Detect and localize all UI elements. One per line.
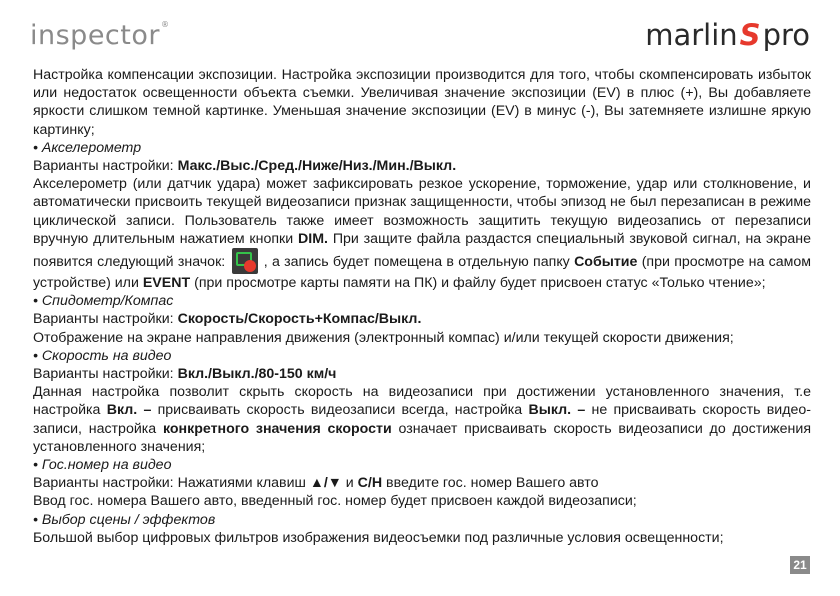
options-label: Варианты настройки:: [33, 158, 178, 175]
ch-key-label: С/Н: [357, 475, 383, 492]
inspector-logo-text: inspector: [30, 20, 160, 51]
speedometer-values: Скорость/Скорость+Компас/Выкл.: [177, 311, 422, 328]
speedometer-description: Отображение на экране направления движения (электронный компас) и/или текущей скорости движения;: [33, 329, 734, 346]
speed-on-video-options: [33, 365, 811, 383]
speed-specific-label: конкретного значения скорости: [162, 420, 392, 437]
plate-description: Ввод гос. номера Вашего авто, введенный гос. номер будет присвоен каждой видеозаписи;: [33, 493, 637, 510]
accel-text-4: (при просмотре на самом устройстве) или: [33, 254, 812, 292]
speed-text-3: не присваивать скорость видеозаписи, настройка: [33, 402, 811, 437]
plate-text-and: и: [341, 475, 358, 492]
logo-s-mark: S: [739, 18, 761, 52]
inspector-logo: [30, 20, 169, 51]
accelerometer-heading: • Акселерометр: [33, 139, 142, 156]
speed-on-label: Вкл. –: [106, 402, 152, 419]
plate-options: [33, 474, 811, 492]
speedometer-heading: • Спидометр/Компас: [33, 293, 174, 310]
accelerometer-description: [33, 175, 811, 292]
page-number: 21: [790, 556, 810, 574]
accel-text-3: , а запись будет помещена в отдельную папку: [259, 254, 575, 271]
accel-text-5: (при просмотре карты памяти на ПК) и файлу будет присвоен статус «Только чтение»;: [190, 275, 766, 292]
protected-file-icon: [232, 248, 258, 274]
speedometer-options: [33, 310, 811, 328]
event-folder-ru: Событие: [574, 254, 638, 271]
plate-text-1: Варианты настройки: Нажатиями клавиш: [33, 475, 310, 492]
accel-text-2: При защите файла раздастся специальный звуковой сигнал, на экране появится следующий значок:: [33, 230, 811, 271]
speed-on-video-heading: • Скорость на видео: [33, 347, 172, 364]
manual-text: [33, 66, 811, 547]
accel-text-1: Акселерометр (или датчик удара) может зафиксировать резкое ускорение, торможение, удар или столкновение, и автоматически присвоить текущей видеозаписи признак защищенности, чтобы эпизод не был перезаписан в режиме циклической записи. Пользователь также имеет возможность защитить текущую видеозапись от перезаписи вручную длительным нажатием кнопки: [33, 176, 811, 247]
plate-heading: • Гос.номер на видео: [33, 457, 172, 474]
speed-on-video-description: [33, 383, 811, 456]
accelerometer-values: Макс./Выс./Сред./Ниже/Низ./Мин./Выкл.: [177, 158, 457, 175]
exposure-paragraph: Настройка компенсации экспозиции. Настройка экспозиции производится для того, чтобы скомпенсировать избыток или недостаток освещенности объекта съемки. Увеличивая значение экспозиции (EV) в плюс (+), Вы добавляете яркости слишком темной картинке. Уменьшая значение экспозиции (EV) в минус (-), Вы затемняете излишне яркую картинку;: [33, 67, 811, 138]
scene-description: Большой выбор цифровых фильтров изображения видеосъемки под различные условия освещенности;: [33, 529, 724, 546]
arrow-keys-label: ▲/▼: [309, 475, 342, 492]
scene-heading: • Выбор сцены / эффектов: [33, 511, 216, 528]
speed-on-video-values: Вкл./Выкл./80-150 км/ч: [177, 366, 337, 383]
marlin-pro-logo: [645, 18, 810, 52]
page-header: [0, 0, 840, 62]
speed-text-1: Данная настройка позволит скрыть скорость на видеозаписи при достижении установленного значения, т.е настройка: [33, 384, 811, 419]
options-label: Варианты настройки:: [33, 311, 178, 328]
logo-part-marlin: marlin: [645, 18, 738, 52]
speed-off-label: Выкл. –: [528, 402, 586, 419]
registered-mark: ®: [160, 20, 170, 29]
speed-text-4: означает присваивать скорость видеозаписи до достижения установленного значения;: [33, 420, 812, 455]
speed-text-2: присваивать скорость видеозаписи всегда, настройка: [151, 402, 529, 419]
dim-button-label: DIM.: [298, 230, 328, 247]
accelerometer-options: [33, 157, 811, 175]
event-folder-en: EVENT: [142, 275, 191, 292]
options-label: Варианты настройки:: [33, 366, 178, 383]
plate-text-2: введите гос. номер Вашего авто: [382, 475, 599, 492]
logo-part-pro: pro: [762, 18, 810, 52]
